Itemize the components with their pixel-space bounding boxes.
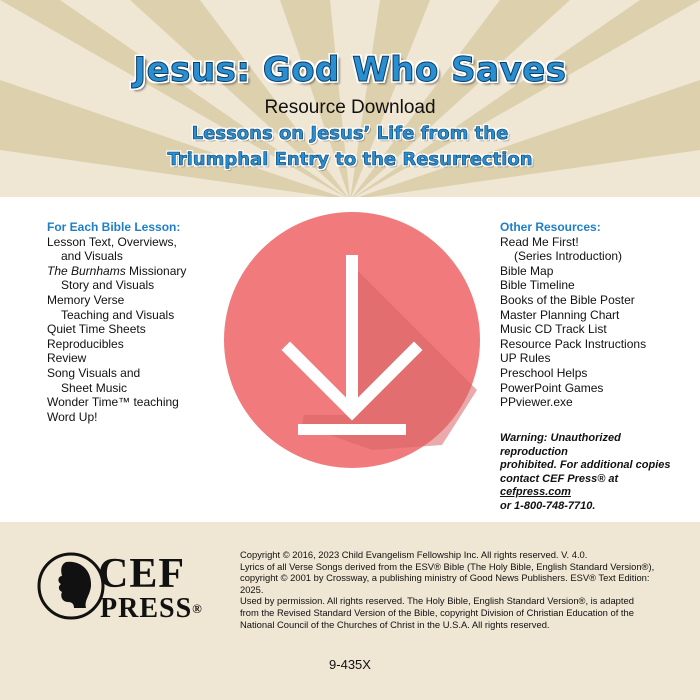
list-item: Song Visuals and xyxy=(47,365,141,380)
list-item: PowerPoint Games xyxy=(500,380,604,395)
child-silhouette-icon xyxy=(36,546,106,626)
subtitle-line-2: Triumphal Entry to the Resurrection xyxy=(167,149,533,170)
list-item: Bible Timeline xyxy=(500,278,575,293)
logo-text-cef: CEF xyxy=(98,551,185,597)
list-item: Books of the Bible Poster xyxy=(500,292,635,307)
other-resources-list xyxy=(500,220,670,410)
list-item xyxy=(47,264,217,279)
list-item: Lesson Text, Overviews, xyxy=(47,234,177,249)
copyright-line: Copyright © 2016, 2023 Child Evangelism Fellowship Inc. All rights reserved. V. 4.0. xyxy=(240,549,588,560)
list-item-rest: Missionary xyxy=(125,263,187,278)
logo-text-press xyxy=(100,594,203,624)
registered-mark: ® xyxy=(192,601,203,616)
list-item: and Visuals xyxy=(61,249,123,264)
cefpress-link[interactable]: cefpress.com xyxy=(500,486,571,498)
list-item: Wonder Time™ teaching xyxy=(47,395,179,410)
header xyxy=(0,48,700,172)
list-item: Bible Map xyxy=(500,263,554,278)
resource-download-label: Resource Download xyxy=(264,97,436,118)
cef-press-logo xyxy=(40,548,230,628)
main-title: Jesus: God Who Saves xyxy=(133,50,567,90)
arrow-base xyxy=(298,424,406,435)
warning-notice xyxy=(500,432,690,513)
list-item: Master Planning Chart xyxy=(500,307,620,322)
copyright-line: copyright © 2001 by Crossway, a publishing ministry of Good News Publishers. ESV® Text Edition: 2025. xyxy=(240,572,650,595)
copyright-line: Lyrics of all Verse Songs derived from the ESV® Bible (The Holy Bible, English Standard Version®), xyxy=(240,560,655,572)
list-item: Music CD Track List xyxy=(500,322,607,337)
list-item: PPviewer.exe xyxy=(500,395,573,410)
list-item: Preschool Helps xyxy=(500,365,588,380)
arrow-shaft xyxy=(346,255,358,415)
warning-line: prohibited. For additional copies xyxy=(500,459,671,471)
list-heading: Other Resources: xyxy=(500,220,601,234)
list-item: Sheet Music xyxy=(61,380,128,395)
list-item: Memory Verse xyxy=(47,292,125,307)
list-item: Word Up! xyxy=(47,409,98,424)
list-item: UP Rules xyxy=(500,351,551,366)
list-item: Teaching and Visuals xyxy=(61,307,175,322)
subtitle-line-1: Lessons on Jesus’ Life from the xyxy=(191,123,509,144)
logo-press: PRESS xyxy=(100,593,193,624)
copyright-line: National Council of the Churches of Christ in the U.S.A. All rights reserved. xyxy=(240,618,550,630)
warning-contact: contact CEF Press® at xyxy=(500,472,619,485)
list-item: Read Me First! xyxy=(500,234,579,249)
warning-line: or 1-800-748-7710. xyxy=(500,499,596,512)
copyright-line: from the Revised Standard Version of the Bible, copyright Division of Christian Education of the xyxy=(240,606,634,618)
product-code: 9-435X xyxy=(329,657,371,672)
list-heading: For Each Bible Lesson: xyxy=(47,220,181,234)
lesson-resources-list xyxy=(47,220,217,424)
list-item: Reproducibles xyxy=(47,336,124,351)
list-item: Review xyxy=(47,351,87,366)
download-arrow-icon[interactable] xyxy=(222,210,482,470)
warning-line xyxy=(500,473,690,500)
warning-line: Warning: Unauthorized reproduction xyxy=(500,432,621,458)
copyright-notice xyxy=(240,549,670,630)
list-item: Story and Visuals xyxy=(61,278,155,293)
list-item: Resource Pack Instructions xyxy=(500,336,647,351)
list-item-italic: The Burnhams xyxy=(47,263,126,278)
list-item: (Series Introduction) xyxy=(514,249,623,264)
list-item: Quiet Time Sheets xyxy=(47,322,146,337)
copyright-line: Used by permission. All rights reserved. The Holy Bible, English Standard Version®, is adapted xyxy=(240,595,634,607)
